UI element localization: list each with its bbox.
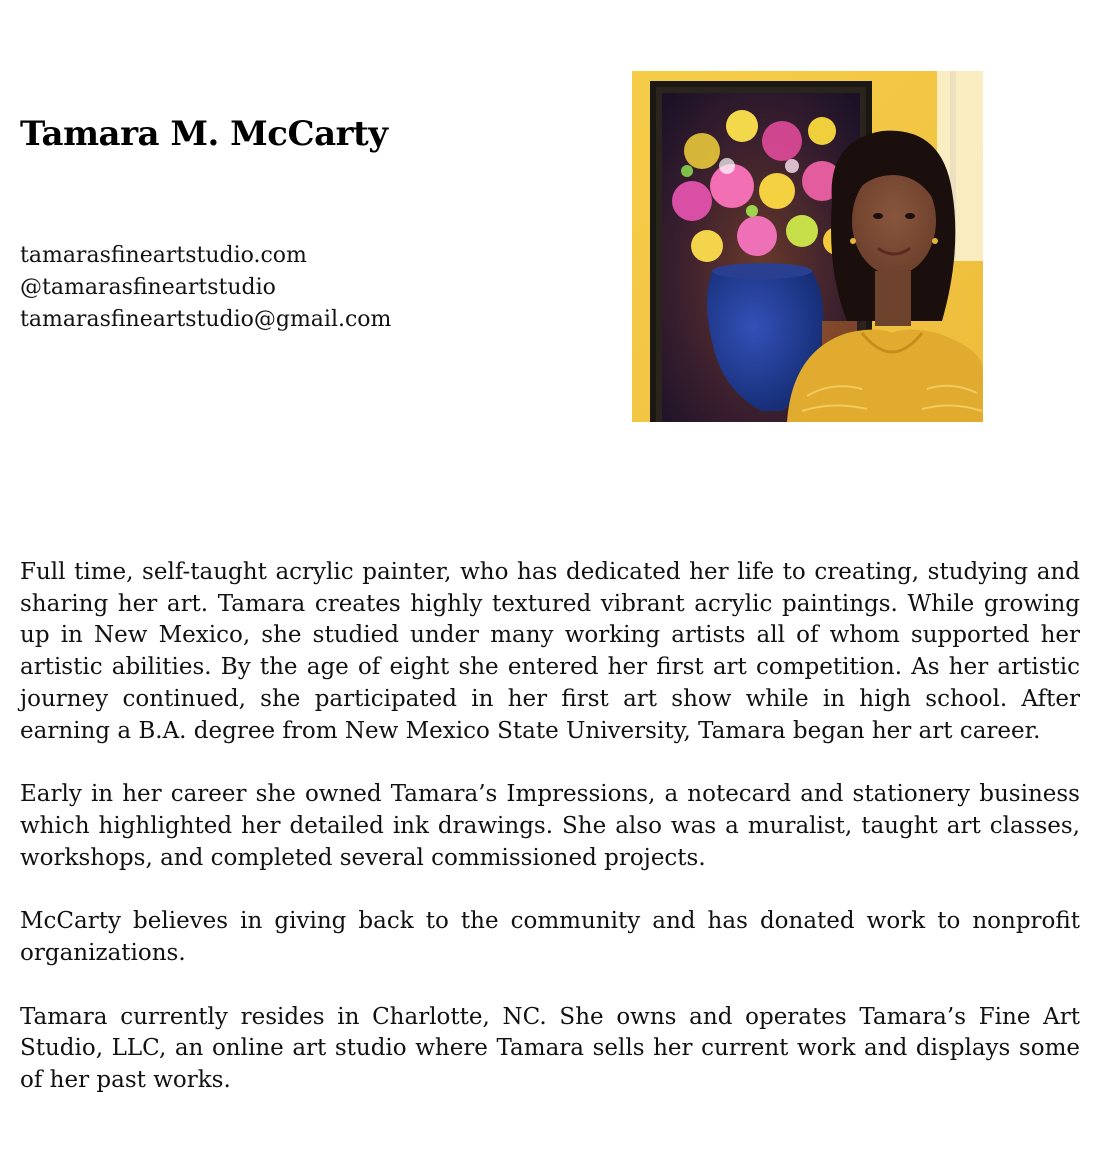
artist-name: Tamara M. McCarty (20, 114, 388, 154)
bio-paragraph: Tamara currently resides in Charlotte, NC. She owns and operates Tamara’s Fine Art Studio, LLC, an online art studio where Tamara sells her current work and displays some of her past works. (20, 1003, 1080, 1094)
artist-portrait (632, 71, 983, 422)
contact-block (20, 240, 391, 336)
artist-biography (20, 557, 1080, 1129)
website-link[interactable]: tamarasfineartstudio.com (20, 243, 307, 268)
social-handle-link[interactable]: @tamarasfineartstudio (20, 275, 276, 300)
bio-paragraph: McCarty believes in giving back to the community and has donated work to nonprofit organizations. (20, 908, 1080, 967)
email-link[interactable]: tamarasfineartstudio@gmail.com (20, 307, 392, 332)
bio-paragraph: Full time, self-taught acrylic painter, who has dedicated her life to creating, studying and sharing her art. Tamara creates highly textured vibrant acrylic paintings. While growing up in New Mexico, she studied under many working artists all of whom supported her artistic abilities. By the age of eight she entered her first art competition. As her artistic journey continued, she participated in her first art show while in high school. After earning a B.A. degree from New Mexico State University, Tamara began her art career. (20, 559, 1080, 744)
bio-paragraph: Early in her career she owned Tamara’s Impressions, a notecard and stationery business which highlighted her detailed ink drawings. She also was a muralist, taught art classes, workshops, and completed several commissioned projects. (20, 781, 1080, 871)
